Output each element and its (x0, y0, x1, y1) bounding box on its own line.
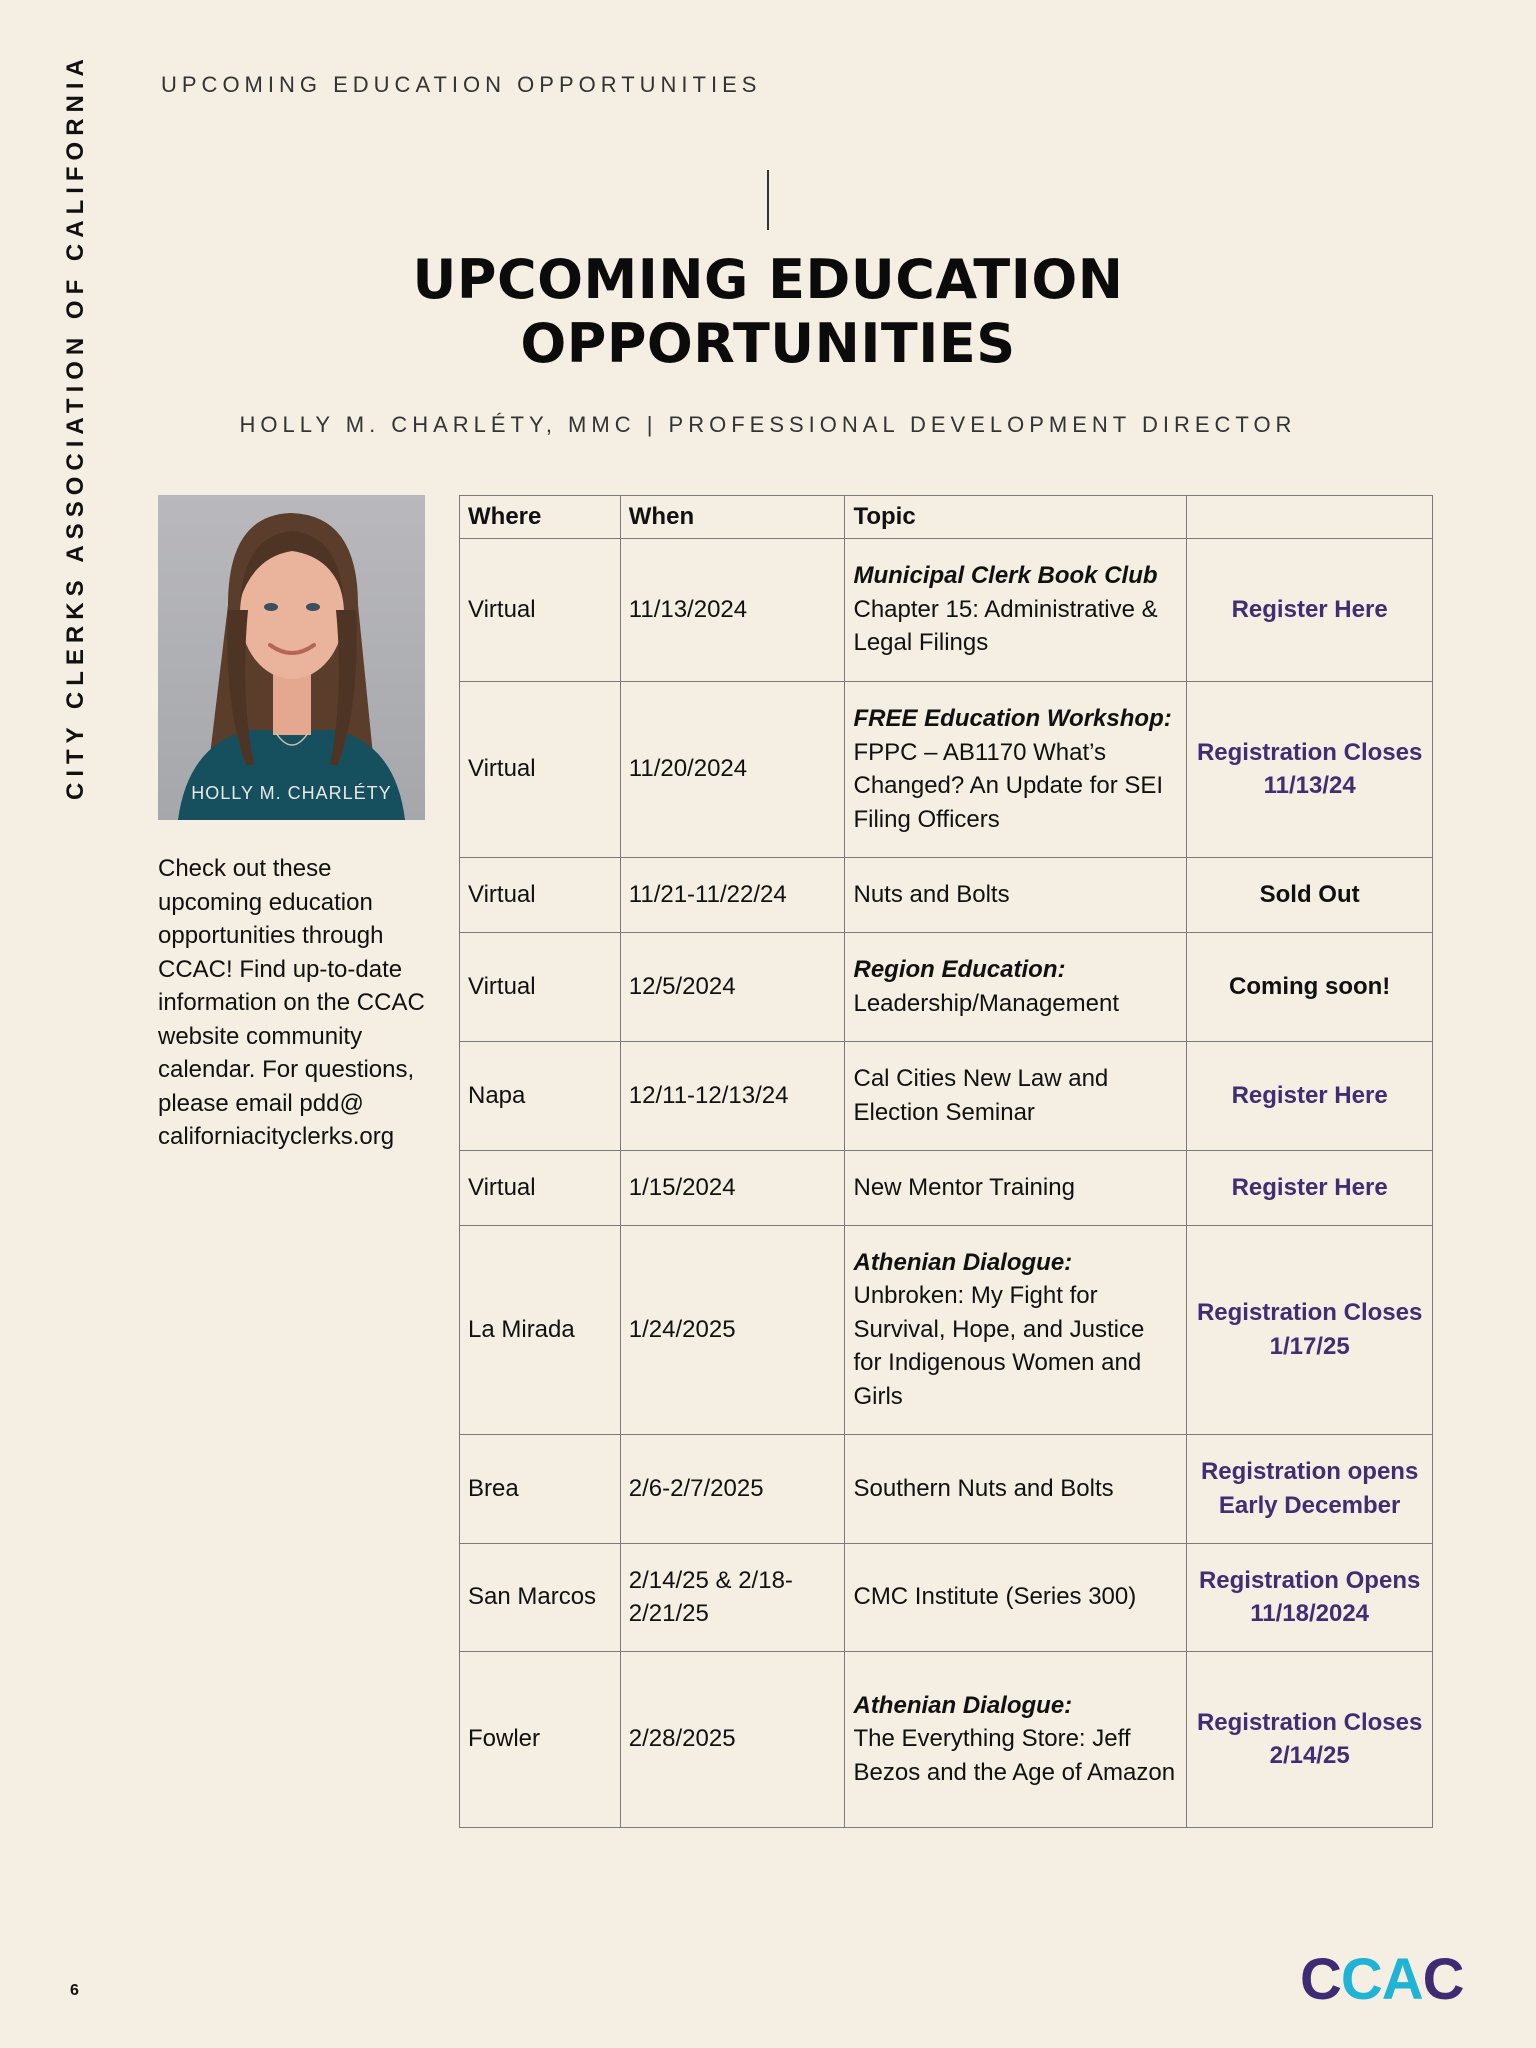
cell-where: Virtual (460, 538, 621, 681)
side-label: CITY CLERKS ASSOCIATION OF CALIFORNIA (62, 53, 89, 800)
cell-topic (845, 1150, 1187, 1225)
table-row (460, 681, 1433, 857)
registration-status: Registration Closes 11/13/24 (1187, 681, 1433, 857)
cell-topic (845, 1225, 1187, 1434)
cell-topic (845, 1434, 1187, 1543)
column-header-where: Where (460, 496, 621, 539)
cell-where: Brea (460, 1434, 621, 1543)
register-link[interactable]: Register Here (1187, 1150, 1433, 1225)
logo-part-2: CA (1340, 1947, 1423, 2012)
topic-title: Athenian Dialogue: (853, 1691, 1073, 1719)
cell-topic (845, 538, 1187, 681)
photo-caption: HOLLY M. CHARLÉTY (191, 783, 392, 803)
cell-where: Virtual (460, 681, 621, 857)
registration-status: Sold Out (1187, 857, 1433, 932)
registration-status: Registration opens Early December (1187, 1434, 1433, 1543)
cell-where: La Mirada (460, 1225, 621, 1434)
cell-where: Virtual (460, 1150, 621, 1225)
topic-text: Nuts and Bolts (853, 880, 1010, 908)
ccac-logo (1300, 1946, 1464, 2013)
register-link[interactable]: Register Here (1187, 538, 1433, 681)
cell-when: 2/28/2025 (620, 1651, 845, 1827)
topic-text: Unbroken: My Fight for Survival, Hope, and Justice for Indigenous Women and Girls (853, 1282, 1145, 1410)
cell-when: 11/20/2024 (620, 681, 845, 857)
column-header-when: When (620, 496, 845, 539)
column-header-status (1187, 496, 1433, 539)
topic-text: Southern Nuts and Bolts (853, 1474, 1114, 1502)
cell-topic (845, 1543, 1187, 1651)
author-byline: HOLLY M. CHARLÉTY, MMC | PROFESSIONAL DEVELOPMENT DIRECTOR (239, 412, 1297, 437)
topic-title: Municipal Clerk Book Club (853, 562, 1158, 590)
cell-when: 11/21-11/22/24 (620, 857, 845, 932)
topic-text: Cal Cities New Law and Election Seminar (853, 1065, 1109, 1126)
table-row (460, 1225, 1433, 1434)
cell-when: 12/5/2024 (620, 932, 845, 1041)
cell-when: 12/11-12/13/24 (620, 1041, 845, 1150)
author-photo (158, 495, 425, 820)
education-schedule-table (459, 495, 1433, 1828)
register-link[interactable]: Register Here (1187, 1041, 1433, 1150)
cell-when: 1/15/2024 (620, 1150, 845, 1225)
topic-title: Athenian Dialogue: (853, 1248, 1073, 1276)
cell-topic (845, 932, 1187, 1041)
table-row (460, 1543, 1433, 1651)
topic-title: Region Education: (853, 956, 1066, 983)
table-row (460, 932, 1433, 1041)
intro-text: Check out these upcoming education opportunities through CCAC! Find up-to-date information on the CCAC website community calendar. For questions, please email pdd@ californiacityclerks.org (158, 855, 425, 1150)
topic-text: Leadership/Management (853, 989, 1119, 1017)
registration-status: Registration Opens 11/18/2024 (1187, 1543, 1433, 1651)
title-line-1: UPCOMING EDUCATION (412, 248, 1124, 311)
cell-when: 2/14/25 & 2/18-2/21/25 (620, 1543, 845, 1651)
topic-text: FPPC – AB1170 What’s Changed? An Update for SEI Filing Officers (853, 738, 1164, 833)
cell-where: Napa (460, 1041, 621, 1150)
topic-text: CMC Institute (Series 300) (853, 1583, 1137, 1611)
cell-where: Fowler (460, 1651, 621, 1827)
topic-text: The Everything Store: Jeff Bezos and the Age of Amazon (853, 1725, 1176, 1786)
cell-where: Virtual (460, 932, 621, 1041)
table-row (460, 1651, 1433, 1827)
cell-when: 2/6-2/7/2025 (620, 1434, 845, 1543)
cell-topic (845, 857, 1187, 932)
table-row (460, 538, 1433, 681)
table-header-row (460, 496, 1433, 539)
page-title (0, 248, 1536, 376)
topic-text: New Mentor Training (853, 1173, 1075, 1201)
cell-topic (845, 1651, 1187, 1827)
table-row (460, 1434, 1433, 1543)
registration-status: Registration Closes 2/14/25 (1187, 1651, 1433, 1827)
topic-title: FREE Education Workshop: (853, 705, 1172, 732)
cell-where: San Marcos (460, 1543, 621, 1651)
title-line-2: OPPORTUNITIES (520, 312, 1016, 375)
cell-when: 1/24/2025 (620, 1225, 845, 1434)
cell-topic (845, 1041, 1187, 1150)
title-divider (767, 170, 769, 230)
running-header: UPCOMING EDUCATION OPPORTUNITIES (161, 72, 762, 97)
column-header-topic: Topic (845, 496, 1187, 539)
registration-status: Registration Closes 1/17/25 (1187, 1225, 1433, 1434)
logo-part-3: C (1422, 1947, 1464, 2012)
table-row (460, 1041, 1433, 1150)
registration-status: Coming soon! (1187, 932, 1433, 1041)
cell-when: 11/13/2024 (620, 538, 845, 681)
logo-part-1: C (1300, 1947, 1341, 2012)
page-number: 6 (70, 1982, 79, 1999)
table-row (460, 1150, 1433, 1225)
topic-text: Chapter 15: Administrative & Legal Filings (853, 595, 1158, 657)
cell-where: Virtual (460, 857, 621, 932)
portrait-illustration (158, 495, 425, 820)
table-row (460, 857, 1433, 932)
cell-topic (845, 681, 1187, 857)
